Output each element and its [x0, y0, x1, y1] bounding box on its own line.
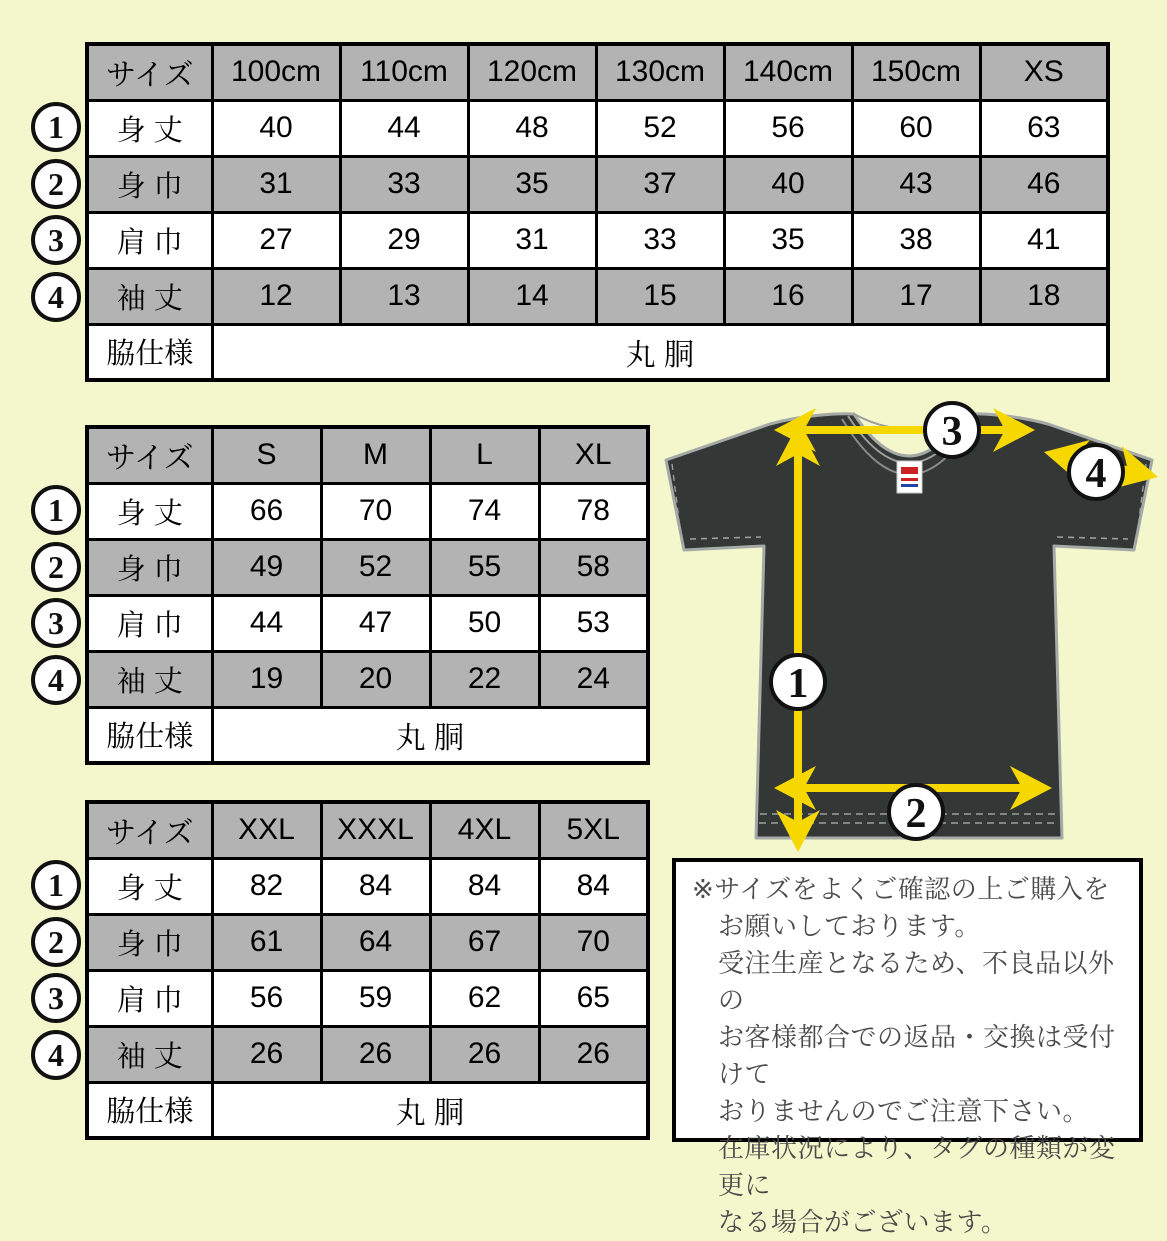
table-header-row — [87, 427, 648, 483]
table-row — [87, 483, 648, 539]
size-cell: 26 — [212, 1026, 321, 1082]
header-cell: XXXL — [321, 802, 430, 858]
size-cell: 33 — [340, 156, 468, 212]
note-line: お願いしております。 — [718, 911, 981, 941]
row-label: 身 巾 — [87, 156, 212, 212]
row-label: 肩 巾 — [87, 970, 212, 1026]
size-cell: 15 — [596, 268, 724, 324]
size-cell: 26 — [539, 1026, 648, 1082]
size-cell: 19 — [212, 651, 321, 707]
brand-tag — [897, 461, 922, 493]
size-cell: 44 — [340, 100, 468, 156]
size-cell: 46 — [980, 156, 1108, 212]
size-cell: 84 — [430, 858, 539, 914]
size-table-kids — [85, 42, 1110, 382]
header-cell: L — [430, 427, 539, 483]
size-cell: 49 — [212, 539, 321, 595]
table-row — [87, 268, 1108, 324]
table-row — [87, 651, 648, 707]
size-cell: 17 — [852, 268, 980, 324]
table-row — [87, 914, 648, 970]
row-label: 脇仕様 — [87, 707, 212, 763]
size-cell: 38 — [852, 212, 980, 268]
diagram-badge-3: 3 — [941, 409, 963, 455]
size-cell: 31 — [212, 156, 340, 212]
size-cell: 40 — [724, 156, 852, 212]
table-header-row — [87, 802, 648, 858]
table-row — [87, 539, 648, 595]
size-cell: 59 — [321, 970, 430, 1026]
header-cell: 110cm — [340, 44, 468, 100]
size-cell: 70 — [321, 483, 430, 539]
row-badge: 4 — [31, 1030, 81, 1080]
tshirt-measurement-diagram — [658, 398, 1162, 860]
size-cell: 27 — [212, 212, 340, 268]
size-cell: 29 — [340, 212, 468, 268]
size-cell: 35 — [468, 156, 596, 212]
size-cell: 61 — [212, 914, 321, 970]
size-cell: 14 — [468, 268, 596, 324]
row-badge: 1 — [31, 102, 81, 152]
row-label: 脇仕様 — [87, 324, 212, 380]
header-cell: 100cm — [212, 44, 340, 100]
side-spec-cell: 丸 胴 — [212, 324, 1108, 380]
size-cell: 35 — [724, 212, 852, 268]
row-label: 身 巾 — [87, 914, 212, 970]
header-cell: S — [212, 427, 321, 483]
size-cell: 58 — [539, 539, 648, 595]
row-label: 肩 巾 — [87, 595, 212, 651]
size-cell: 56 — [724, 100, 852, 156]
row-badge: 4 — [31, 655, 81, 705]
size-cell: 56 — [212, 970, 321, 1026]
note-line: お客様都合での返品・交換は受付けて — [718, 1022, 1116, 1089]
size-cell: 52 — [321, 539, 430, 595]
note-line: 在庫状況により、タグの種類が変更に — [718, 1133, 1116, 1200]
size-cell: 37 — [596, 156, 724, 212]
size-cell: 18 — [980, 268, 1108, 324]
table-row — [87, 858, 648, 914]
size-cell: 53 — [539, 595, 648, 651]
diagram-badge-1: 1 — [787, 661, 809, 707]
row-badge: 4 — [31, 272, 81, 322]
size-cell: 13 — [340, 268, 468, 324]
row-label: 脇仕様 — [87, 1082, 212, 1138]
row-badge: 3 — [31, 598, 81, 648]
size-cell: 40 — [212, 100, 340, 156]
row-badge: 2 — [31, 159, 81, 209]
table-row — [87, 970, 648, 1026]
diagram-badge-4: 4 — [1085, 451, 1107, 497]
row-badge: 3 — [31, 215, 81, 265]
header-cell: 140cm — [724, 44, 852, 100]
size-cell: 20 — [321, 651, 430, 707]
header-cell: 5XL — [539, 802, 648, 858]
header-cell: サイズ — [87, 802, 212, 858]
size-cell: 65 — [539, 970, 648, 1026]
size-cell: 82 — [212, 858, 321, 914]
header-cell: XXL — [212, 802, 321, 858]
size-cell: 24 — [539, 651, 648, 707]
size-cell: 60 — [852, 100, 980, 156]
size-table-adult — [85, 425, 650, 765]
header-cell: M — [321, 427, 430, 483]
size-cell: 84 — [539, 858, 648, 914]
row-badge: 2 — [31, 542, 81, 592]
table-row — [87, 1026, 648, 1082]
header-cell: XL — [539, 427, 648, 483]
side-spec-cell: 丸 胴 — [212, 707, 648, 763]
row-label: 袖 丈 — [87, 1026, 212, 1082]
table-row — [87, 100, 1108, 156]
note-line: おりませんのでご注意下さい。 — [718, 1096, 1090, 1126]
header-cell: 120cm — [468, 44, 596, 100]
table-header-row — [87, 44, 1108, 100]
header-cell: 150cm — [852, 44, 980, 100]
size-cell: 84 — [321, 858, 430, 914]
header-cell: 4XL — [430, 802, 539, 858]
row-label: 身 巾 — [87, 539, 212, 595]
header-cell: 130cm — [596, 44, 724, 100]
row-label: 身 丈 — [87, 858, 212, 914]
diagram-badge-2: 2 — [905, 791, 927, 837]
table-footer-row — [87, 1082, 648, 1138]
row-label: 身 丈 — [87, 100, 212, 156]
size-cell: 63 — [980, 100, 1108, 156]
size-cell: 26 — [321, 1026, 430, 1082]
size-cell: 16 — [724, 268, 852, 324]
table-row — [87, 595, 648, 651]
size-cell: 31 — [468, 212, 596, 268]
size-cell: 43 — [852, 156, 980, 212]
size-cell: 66 — [212, 483, 321, 539]
size-table-big — [85, 800, 650, 1140]
row-label: 袖 丈 — [87, 268, 212, 324]
table-footer-row — [87, 707, 648, 763]
size-cell: 74 — [430, 483, 539, 539]
row-badge: 3 — [31, 973, 81, 1023]
size-cell: 22 — [430, 651, 539, 707]
row-badge: 1 — [31, 485, 81, 535]
row-badge: 1 — [31, 860, 81, 910]
size-cell: 70 — [539, 914, 648, 970]
size-cell: 67 — [430, 914, 539, 970]
header-cell: サイズ — [87, 427, 212, 483]
header-cell: サイズ — [87, 44, 212, 100]
size-cell: 41 — [980, 212, 1108, 268]
header-cell: XS — [980, 44, 1108, 100]
purchase-notes-box — [672, 858, 1143, 1237]
note-line: ※サイズをよくご確認の上ご購入を — [692, 874, 1110, 904]
row-label: 肩 巾 — [87, 212, 212, 268]
side-spec-cell: 丸 胴 — [212, 1082, 648, 1138]
size-cell: 62 — [430, 970, 539, 1026]
row-badge: 2 — [31, 917, 81, 967]
size-cell: 33 — [596, 212, 724, 268]
row-label: 身 丈 — [87, 483, 212, 539]
size-cell: 44 — [212, 595, 321, 651]
size-cell: 12 — [212, 268, 340, 324]
size-cell: 52 — [596, 100, 724, 156]
note-line: なる場合がございます。 — [718, 1207, 1008, 1237]
size-cell: 50 — [430, 595, 539, 651]
note-line: 受注生産となるため、不良品以外の — [718, 948, 1115, 1015]
table-row — [87, 156, 1108, 212]
size-cell: 48 — [468, 100, 596, 156]
size-cell: 55 — [430, 539, 539, 595]
row-label: 袖 丈 — [87, 651, 212, 707]
size-cell: 78 — [539, 483, 648, 539]
table-row — [87, 212, 1108, 268]
size-cell: 26 — [430, 1026, 539, 1082]
size-cell: 47 — [321, 595, 430, 651]
table-footer-row — [87, 324, 1108, 380]
size-cell: 64 — [321, 914, 430, 970]
